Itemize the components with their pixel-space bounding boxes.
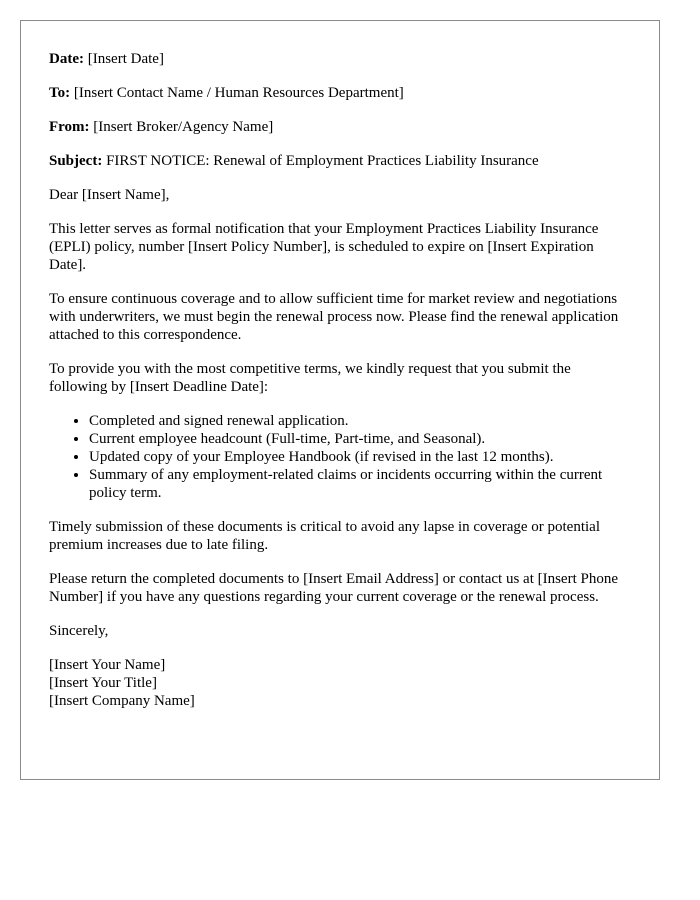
- letter: [20, 20, 660, 780]
- closing-paragraph: Timely submission of these documents is critical to avoid any lapse in coverage or potential premium increases due to late filing.: [49, 519, 601, 553]
- body-paragraph: This letter serves as formal notification that your Employment Practices Liability Insurance (EPLI) policy, number [Insert Policy Number], is scheduled to expire on [Insert Expiration Date].: [49, 221, 599, 273]
- from-label: From:: [49, 119, 90, 135]
- subject-value: FIRST NOTICE: Renewal of Employment Practices Liability Insurance: [106, 153, 539, 169]
- signature-block: [49, 656, 631, 710]
- requirements-list: [49, 412, 631, 502]
- valediction: Sincerely,: [49, 623, 109, 639]
- from-line: [49, 118, 631, 136]
- date-value: [Insert Date]: [87, 51, 164, 67]
- subject-line: [49, 152, 631, 170]
- signer-name: [Insert Your Name]: [49, 657, 166, 673]
- requirement-item: • Completed and signed renewal application.: [89, 412, 631, 430]
- body-paragraph: To provide you with the most competitive terms, we kindly request that you submit the following by [Insert Deadline Date]:: [49, 361, 571, 395]
- requirement-item: • Updated copy of your Employee Handbook (if revised in the last 12 months).: [89, 448, 631, 466]
- salutation: Dear [Insert Name],: [49, 187, 170, 203]
- to-value: [Insert Contact Name / Human Resources Department]: [73, 85, 404, 101]
- signer-company: [Insert Company Name]: [49, 693, 195, 709]
- signer-title: [Insert Your Title]: [49, 675, 157, 691]
- closing-paragraph: Please return the completed documents to [Insert Email Address] or contact us at [Insert Phone Number] if you have any questions regarding your current coverage or the renewal process.: [49, 571, 619, 605]
- subject-label: Subject:: [49, 153, 103, 169]
- to-line: [49, 84, 631, 102]
- date-label: Date:: [49, 51, 84, 67]
- date-line: [49, 50, 631, 68]
- requirement-item: • Current employee headcount (Full-time, Part-time, and Seasonal).: [89, 430, 631, 448]
- body-paragraph: To ensure continuous coverage and to allow sufficient time for market review and negotiations with underwriters, we must begin the renewal process now. Please find the renewal application attached to this correspondence.: [49, 291, 619, 343]
- to-label: To:: [49, 85, 71, 101]
- from-value: [Insert Broker/Agency Name]: [93, 119, 274, 135]
- requirement-item: • Summary of any employment-related claims or incidents occurring within the current policy term.: [89, 466, 631, 502]
